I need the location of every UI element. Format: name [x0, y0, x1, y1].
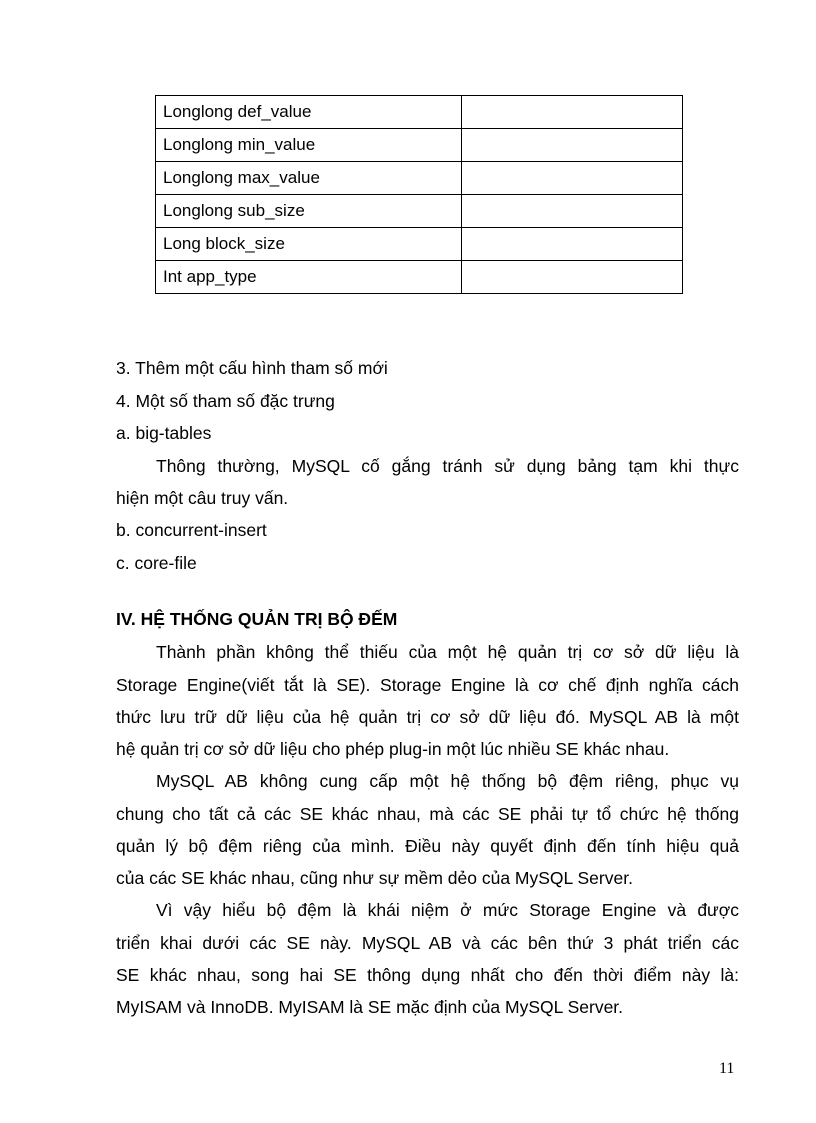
page-number: 11 — [719, 1060, 735, 1077]
list-item-a: a. big-tables — [116, 423, 212, 443]
table-cell: Long block_size — [156, 228, 462, 261]
table-row — [156, 129, 683, 162]
paragraph-line: Storage Engine(viết tắt là SE). Storage Engine là cơ chế định nghĩa cách — [116, 675, 739, 695]
table-cell — [462, 195, 683, 228]
paragraph-line: hiện một câu truy vấn. — [116, 488, 289, 508]
table-cell — [462, 261, 683, 294]
table-cell — [462, 129, 683, 162]
list-item-4: 4. Một số tham số đặc trưng — [116, 391, 335, 411]
paragraph-line: MySQL AB không cung cấp một hệ thống bộ đệm riêng, phục vụ — [156, 771, 739, 791]
paragraph-line: quản lý bộ đệm riêng của mình. Điều này quyết định đến tính hiệu quả — [116, 836, 739, 856]
table-cell: Longlong min_value — [156, 129, 462, 162]
list-item-c: c. core-file — [116, 553, 197, 573]
paragraph-line: triển khai dưới các SE này. MySQL AB và các bên thứ 3 phát triển các — [116, 933, 739, 953]
list-item-3: 3. Thêm một cấu hình tham số mới — [116, 358, 388, 378]
paragraph-line: Thông thường, MySQL cố gắng tránh sử dụng bảng tạm khi thực — [156, 456, 739, 476]
table-cell — [462, 228, 683, 261]
table-row — [156, 261, 683, 294]
paragraph-line: Thành phần không thể thiếu của một hệ quản trị cơ sở dữ liệu là — [156, 642, 739, 662]
table-row — [156, 96, 683, 129]
table-cell: Longlong def_value — [156, 96, 462, 129]
paragraph-line: của các SE khác nhau, cũng như sự mềm dẻo của MySQL Server. — [116, 868, 633, 888]
paragraph-line: SE khác nhau, song hai SE thông dụng nhất cho đến thời điểm này là: — [116, 965, 739, 985]
table-cell: Int app_type — [156, 261, 462, 294]
table-cell — [462, 96, 683, 129]
table-row — [156, 228, 683, 261]
parameter-table — [155, 95, 683, 294]
table-cell — [462, 162, 683, 195]
paragraph-line: Vì vậy hiểu bộ đệm là khái niệm ở mức Storage Engine và được — [156, 900, 739, 920]
section-heading: IV. HỆ THỐNG QUẢN TRỊ BỘ ĐẾM — [116, 609, 398, 629]
table-cell: Longlong sub_size — [156, 195, 462, 228]
list-item-b: b. concurrent-insert — [116, 520, 267, 540]
table-row — [156, 162, 683, 195]
paragraph-line: chung cho tất cả các SE khác nhau, mà các SE phải tự tổ chức hệ thống — [116, 804, 739, 824]
table-cell: Longlong max_value — [156, 162, 462, 195]
paragraph-line: thức lưu trữ dữ liệu của hệ quản trị cơ sở dữ liệu đó. MySQL AB là một — [116, 707, 739, 727]
table-row — [156, 195, 683, 228]
paragraph-line: hệ quản trị cơ sở dữ liệu cho phép plug-in một lúc nhiều SE khác nhau. — [116, 739, 670, 759]
paragraph-line: MyISAM và InnoDB. MyISAM là SE mặc định của MySQL Server. — [116, 997, 624, 1017]
